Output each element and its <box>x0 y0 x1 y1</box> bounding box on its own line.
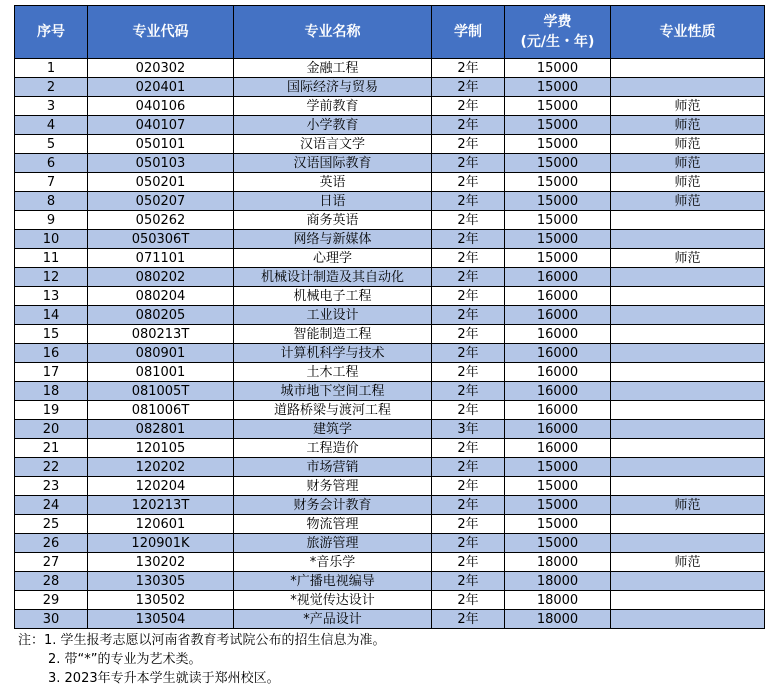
cell-seq: 30 <box>15 610 88 629</box>
cell-seq: 29 <box>15 591 88 610</box>
cell-nature: 师范 <box>611 496 765 515</box>
cell-name: 学前教育 <box>234 97 432 116</box>
cell-fee: 18000 <box>505 572 611 591</box>
cell-duration: 2年 <box>432 515 505 534</box>
cell-nature: 师范 <box>611 97 765 116</box>
table-row <box>15 154 765 173</box>
table-row <box>15 439 765 458</box>
cell-code: 040106 <box>88 97 234 116</box>
cell-duration: 3年 <box>432 420 505 439</box>
cell-code: 130504 <box>88 610 234 629</box>
cell-name: 工业设计 <box>234 306 432 325</box>
cell-duration: 2年 <box>432 268 505 287</box>
cell-duration: 2年 <box>432 439 505 458</box>
cell-name: 物流管理 <box>234 515 432 534</box>
cell-name: 工程造价 <box>234 439 432 458</box>
cell-fee: 15000 <box>505 135 611 154</box>
table-row <box>15 97 765 116</box>
cell-seq: 24 <box>15 496 88 515</box>
cell-name: *广播电视编导 <box>234 572 432 591</box>
note-line: 注：1. 学生报考志愿以河南省教育考试院公布的招生信息为准。 <box>18 633 386 648</box>
table-row <box>15 572 765 591</box>
header-duration: 学制 <box>432 6 505 59</box>
cell-duration: 2年 <box>432 572 505 591</box>
cell-fee: 15000 <box>505 477 611 496</box>
cell-nature <box>611 610 765 629</box>
cell-code: 020302 <box>88 59 234 78</box>
cell-duration: 2年 <box>432 458 505 477</box>
table-row <box>15 287 765 306</box>
cell-seq: 18 <box>15 382 88 401</box>
cell-nature <box>611 572 765 591</box>
cell-name: 机械设计制造及其自动化 <box>234 268 432 287</box>
table-row <box>15 306 765 325</box>
cell-code: 081001 <box>88 363 234 382</box>
cell-duration: 2年 <box>432 59 505 78</box>
cell-fee: 16000 <box>505 420 611 439</box>
table-row <box>15 363 765 382</box>
cell-fee: 15000 <box>505 230 611 249</box>
cell-duration: 2年 <box>432 173 505 192</box>
cell-code: 120601 <box>88 515 234 534</box>
cell-seq: 2 <box>15 78 88 97</box>
cell-name: 机械电子工程 <box>234 287 432 306</box>
cell-fee: 16000 <box>505 382 611 401</box>
cell-nature: 师范 <box>611 192 765 211</box>
cell-fee: 15000 <box>505 192 611 211</box>
cell-name: 汉语言文学 <box>234 135 432 154</box>
table-row <box>15 59 765 78</box>
cell-code: 120213T <box>88 496 234 515</box>
cell-name: 道路桥梁与渡河工程 <box>234 401 432 420</box>
table-row <box>15 458 765 477</box>
cell-duration: 2年 <box>432 591 505 610</box>
cell-code: 050306T <box>88 230 234 249</box>
table-row <box>15 192 765 211</box>
cell-nature <box>611 268 765 287</box>
cell-duration: 2年 <box>432 610 505 629</box>
cell-nature <box>611 534 765 553</box>
cell-nature <box>611 401 765 420</box>
cell-nature <box>611 211 765 230</box>
cell-code: 130502 <box>88 591 234 610</box>
table-row <box>15 477 765 496</box>
cell-nature <box>611 477 765 496</box>
cell-nature <box>611 591 765 610</box>
cell-code: 080202 <box>88 268 234 287</box>
cell-nature <box>611 344 765 363</box>
table-body <box>15 59 765 629</box>
cell-fee: 16000 <box>505 439 611 458</box>
cell-duration: 2年 <box>432 382 505 401</box>
cell-duration: 2年 <box>432 154 505 173</box>
notes-block <box>14 629 764 688</box>
cell-name: *音乐学 <box>234 553 432 572</box>
cell-duration: 2年 <box>432 306 505 325</box>
cell-nature: 师范 <box>611 116 765 135</box>
cell-seq: 14 <box>15 306 88 325</box>
cell-nature <box>611 458 765 477</box>
cell-code: 120204 <box>88 477 234 496</box>
cell-duration: 2年 <box>432 325 505 344</box>
cell-name: 心理学 <box>234 249 432 268</box>
cell-code: 040107 <box>88 116 234 135</box>
cell-seq: 15 <box>15 325 88 344</box>
header-fee-line2: (元/生・年) <box>520 34 595 50</box>
cell-code: 080901 <box>88 344 234 363</box>
note-line: 2. 带“*”的专业为艺术类。 <box>48 652 202 667</box>
cell-fee: 16000 <box>505 306 611 325</box>
table-row <box>15 173 765 192</box>
cell-code: 050207 <box>88 192 234 211</box>
cell-seq: 21 <box>15 439 88 458</box>
cell-duration: 2年 <box>432 496 505 515</box>
cell-fee: 15000 <box>505 173 611 192</box>
table-row <box>15 230 765 249</box>
cell-fee: 15000 <box>505 97 611 116</box>
cell-fee: 15000 <box>505 458 611 477</box>
table-row <box>15 534 765 553</box>
cell-fee: 15000 <box>505 59 611 78</box>
cell-name: 土木工程 <box>234 363 432 382</box>
cell-fee: 16000 <box>505 268 611 287</box>
cell-fee: 16000 <box>505 363 611 382</box>
cell-seq: 9 <box>15 211 88 230</box>
cell-duration: 2年 <box>432 78 505 97</box>
cell-seq: 5 <box>15 135 88 154</box>
cell-name: 财务管理 <box>234 477 432 496</box>
cell-nature: 师范 <box>611 154 765 173</box>
cell-code: 071101 <box>88 249 234 268</box>
cell-code: 080213T <box>88 325 234 344</box>
cell-duration: 2年 <box>432 249 505 268</box>
cell-fee: 18000 <box>505 610 611 629</box>
cell-nature: 师范 <box>611 173 765 192</box>
cell-code: 120105 <box>88 439 234 458</box>
table-row <box>15 382 765 401</box>
table-row <box>15 325 765 344</box>
cell-fee: 15000 <box>505 534 611 553</box>
cell-code: 050103 <box>88 154 234 173</box>
cell-code: 120202 <box>88 458 234 477</box>
table-row <box>15 401 765 420</box>
table-row <box>15 515 765 534</box>
header-fee <box>505 6 611 59</box>
cell-nature: 师范 <box>611 135 765 154</box>
cell-duration: 2年 <box>432 344 505 363</box>
cell-nature <box>611 363 765 382</box>
cell-seq: 17 <box>15 363 88 382</box>
cell-name: 旅游管理 <box>234 534 432 553</box>
cell-duration: 2年 <box>432 192 505 211</box>
cell-name: *产品设计 <box>234 610 432 629</box>
cell-code: 130202 <box>88 553 234 572</box>
cell-seq: 11 <box>15 249 88 268</box>
cell-code: 082801 <box>88 420 234 439</box>
cell-nature <box>611 325 765 344</box>
cell-duration: 2年 <box>432 534 505 553</box>
cell-duration: 2年 <box>432 477 505 496</box>
note-line: 3. 2023年专升本学生就读于郑州校区。 <box>48 671 280 686</box>
cell-duration: 2年 <box>432 553 505 572</box>
cell-seq: 3 <box>15 97 88 116</box>
cell-name: 国际经济与贸易 <box>234 78 432 97</box>
cell-nature <box>611 230 765 249</box>
cell-code: 020401 <box>88 78 234 97</box>
table-row <box>15 116 765 135</box>
cell-code: 080205 <box>88 306 234 325</box>
cell-duration: 2年 <box>432 230 505 249</box>
header-fee-line1: 学费 <box>543 14 572 30</box>
cell-name: 商务英语 <box>234 211 432 230</box>
cell-seq: 8 <box>15 192 88 211</box>
cell-code: 050201 <box>88 173 234 192</box>
cell-fee: 15000 <box>505 78 611 97</box>
cell-seq: 26 <box>15 534 88 553</box>
table-row <box>15 344 765 363</box>
cell-name: 市场营销 <box>234 458 432 477</box>
cell-fee: 15000 <box>505 116 611 135</box>
cell-nature: 师范 <box>611 553 765 572</box>
cell-seq: 10 <box>15 230 88 249</box>
table-row <box>15 553 765 572</box>
cell-name: 金融工程 <box>234 59 432 78</box>
cell-seq: 6 <box>15 154 88 173</box>
cell-fee: 16000 <box>505 325 611 344</box>
cell-seq: 12 <box>15 268 88 287</box>
cell-seq: 13 <box>15 287 88 306</box>
table-row <box>15 591 765 610</box>
majors-table <box>14 5 765 629</box>
cell-seq: 20 <box>15 420 88 439</box>
cell-name: 小学教育 <box>234 116 432 135</box>
cell-nature <box>611 59 765 78</box>
cell-fee: 15000 <box>505 496 611 515</box>
header-row <box>15 6 765 59</box>
cell-duration: 2年 <box>432 287 505 306</box>
cell-nature <box>611 78 765 97</box>
cell-duration: 2年 <box>432 401 505 420</box>
cell-seq: 23 <box>15 477 88 496</box>
table-row <box>15 249 765 268</box>
cell-name: 智能制造工程 <box>234 325 432 344</box>
enrollment-majors-sheet <box>14 5 764 688</box>
cell-seq: 16 <box>15 344 88 363</box>
cell-seq: 25 <box>15 515 88 534</box>
cell-code: 130305 <box>88 572 234 591</box>
cell-fee: 15000 <box>505 249 611 268</box>
cell-nature <box>611 420 765 439</box>
cell-fee: 16000 <box>505 287 611 306</box>
cell-code: 050262 <box>88 211 234 230</box>
cell-seq: 1 <box>15 59 88 78</box>
cell-fee: 15000 <box>505 154 611 173</box>
cell-seq: 7 <box>15 173 88 192</box>
cell-nature <box>611 515 765 534</box>
table-row <box>15 211 765 230</box>
cell-duration: 2年 <box>432 135 505 154</box>
table-row <box>15 135 765 154</box>
cell-nature <box>611 382 765 401</box>
cell-seq: 22 <box>15 458 88 477</box>
cell-nature: 师范 <box>611 249 765 268</box>
cell-nature <box>611 287 765 306</box>
header-name: 专业名称 <box>234 6 432 59</box>
header-nature: 专业性质 <box>611 6 765 59</box>
table-row <box>15 420 765 439</box>
cell-code: 050101 <box>88 135 234 154</box>
cell-duration: 2年 <box>432 211 505 230</box>
table-row <box>15 268 765 287</box>
cell-fee: 16000 <box>505 401 611 420</box>
header-seq: 序号 <box>15 6 88 59</box>
cell-code: 081005T <box>88 382 234 401</box>
cell-name: 计算机科学与技术 <box>234 344 432 363</box>
cell-fee: 18000 <box>505 553 611 572</box>
cell-duration: 2年 <box>432 363 505 382</box>
cell-name: 英语 <box>234 173 432 192</box>
cell-nature <box>611 306 765 325</box>
table-row <box>15 78 765 97</box>
cell-name: 城市地下空间工程 <box>234 382 432 401</box>
cell-seq: 4 <box>15 116 88 135</box>
cell-code: 120901K <box>88 534 234 553</box>
cell-name: 财务会计教育 <box>234 496 432 515</box>
cell-fee: 15000 <box>505 515 611 534</box>
cell-name: 日语 <box>234 192 432 211</box>
cell-fee: 15000 <box>505 211 611 230</box>
table-row <box>15 610 765 629</box>
cell-name: 汉语国际教育 <box>234 154 432 173</box>
table-row <box>15 496 765 515</box>
cell-code: 080204 <box>88 287 234 306</box>
cell-seq: 27 <box>15 553 88 572</box>
cell-name: 建筑学 <box>234 420 432 439</box>
cell-code: 081006T <box>88 401 234 420</box>
cell-seq: 28 <box>15 572 88 591</box>
cell-duration: 2年 <box>432 116 505 135</box>
cell-fee: 18000 <box>505 591 611 610</box>
cell-name: *视觉传达设计 <box>234 591 432 610</box>
cell-fee: 16000 <box>505 344 611 363</box>
cell-nature <box>611 439 765 458</box>
cell-name: 网络与新媒体 <box>234 230 432 249</box>
header-code: 专业代码 <box>88 6 234 59</box>
cell-seq: 19 <box>15 401 88 420</box>
cell-duration: 2年 <box>432 97 505 116</box>
